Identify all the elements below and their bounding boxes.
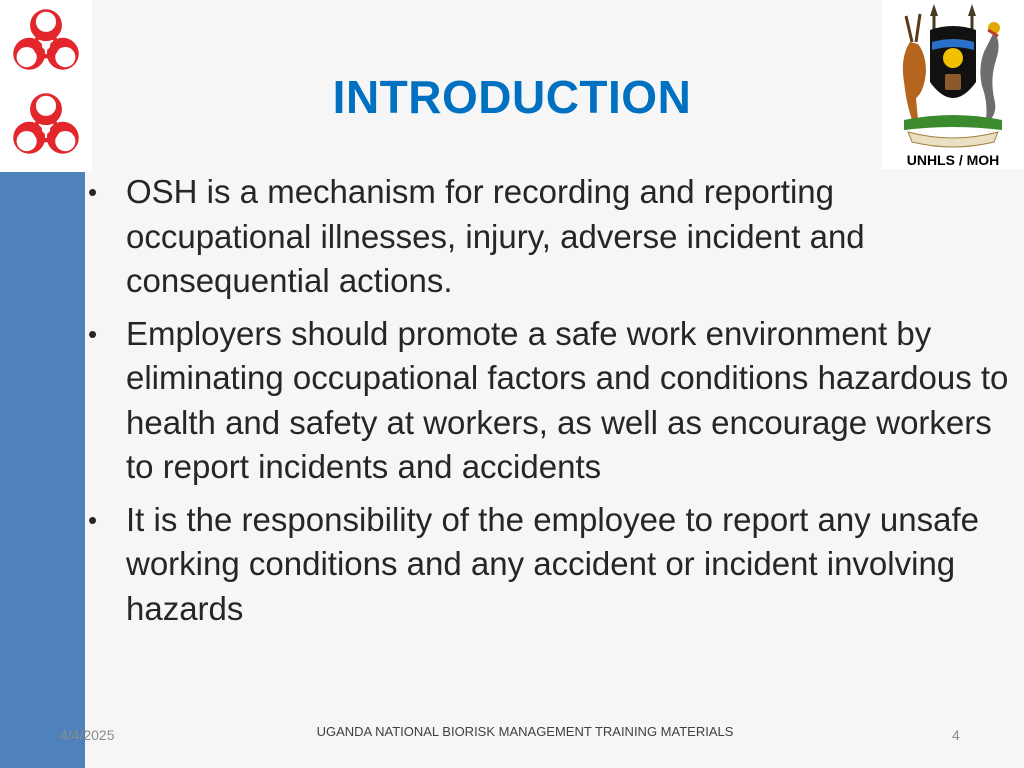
list-item — [84, 498, 1014, 632]
bullet-list — [84, 170, 1014, 639]
bullet-text: It is the responsibility of the employee to report any unsafe working conditions and any accident or incident involving hazards — [126, 500, 979, 627]
list-item — [84, 170, 1014, 304]
logo-caption: UNHLS / MOH — [882, 151, 1024, 169]
coat-of-arms-icon — [890, 2, 1016, 152]
footer-text: UGANDA NATIONAL BIORISK MANAGEMENT TRAINING MATERIALS — [316, 724, 734, 739]
bullet-dot-icon: • — [88, 318, 98, 349]
bullet-dot-icon: • — [88, 504, 98, 535]
bullet-text: OSH is a mechanism for recording and reporting occupational illnesses, injury, adverse incident and consequential actions. — [126, 173, 865, 299]
sidebar-bar — [0, 172, 85, 768]
list-item — [84, 312, 1014, 490]
page-number: 4 — [952, 727, 960, 743]
coat-of-arms-logo — [882, 0, 1024, 158]
page-title: INTRODUCTION — [332, 71, 692, 123]
bullet-dot-icon: • — [88, 177, 98, 207]
footer-date: 4/4/2025 — [60, 727, 115, 743]
bullet-text: Employers should promote a safe work environment by eliminating occupational factors and conditions hazardous to health and safety at workers, as well as encourage workers to report incidents and accidents — [126, 314, 1009, 485]
